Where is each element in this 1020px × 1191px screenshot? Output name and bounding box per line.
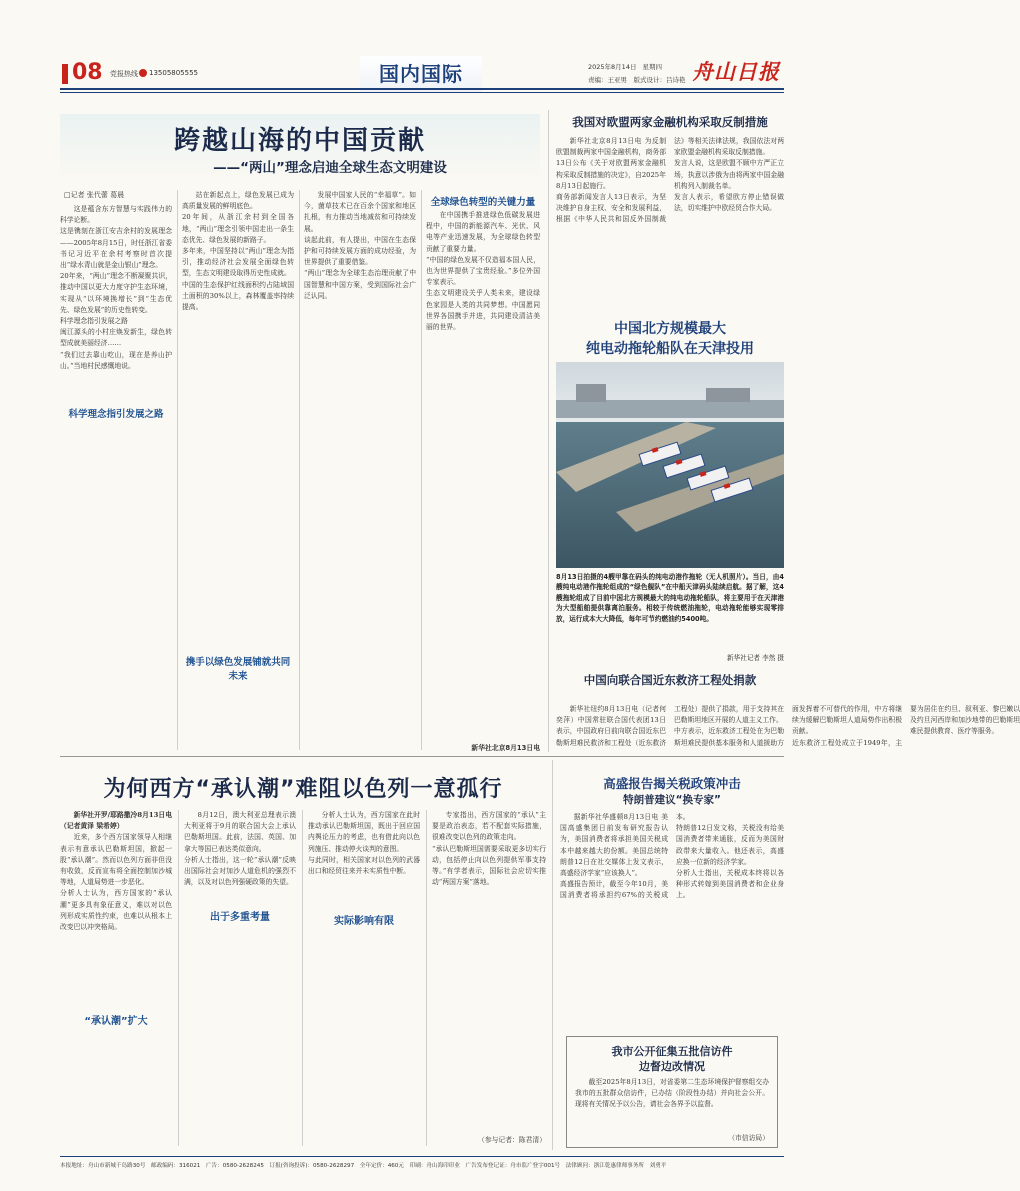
lead-col4-text: 在中国携手推进绿色低碳发展进程中，中国的新能源汽车、光伏、风电等产业迅速发展，为全球绿色转型贡献了重要力量。 “中国的绿色发展不仅造福本国人民，也为世界提供了宝贵经验。”多位外国专家表示。 生态文明建设关乎人类未来，建设绿色家园是人类的共同梦想。中国愿同世界各国携手并进，共同建设清洁美丽的世界。 xyxy=(426,211,540,332)
eu-sanction-body xyxy=(556,136,784,308)
west-col4-text: 专家指出，西方国家的“承认”主要是政治表态，若不配套实际措施，很难改变以色列的政策走向。 “承认巴勒斯坦国需要采取更多切实行动，包括停止向以色列提供军事支持等。”有学者表示，国际社会应切实推动“两国方案”落地。 xyxy=(432,811,546,887)
lead-subheading-1: 科学理念指引发展之路 xyxy=(60,406,172,420)
letters-title-1: 我市公开征集五批信访件 xyxy=(611,1045,733,1058)
section-title: 国内国际 xyxy=(379,62,463,86)
west-col-divider-2 xyxy=(302,810,303,1146)
letters-title-2: 边督边改情况 xyxy=(639,1060,705,1073)
west-col2-text: 8月12日，澳大利亚总理表示澳大利亚将于9月的联合国大会上承认巴勒斯坦国。此前，法国、英国、加拿大等国已表达类似意向。 分析人士指出，这一轮“承认潮”反映出国际社会对加沙人道危机的强烈不满，以及对以色列强硬政策的失望。 xyxy=(184,811,296,887)
eu-sanction-article xyxy=(556,114,784,308)
letters-sign: （市信访局） xyxy=(728,1134,769,1142)
west-col3-text: 分析人士认为，西方国家在此时推动承认巴勒斯坦国，既出于回应国内舆论压力的考虑，也有借此向以色列施压、推动停火谈判的意图。 与此同时，相关国家对以色列的武器出口和经贸往来并未实质性中断。 xyxy=(308,811,420,876)
lead-col-divider-2 xyxy=(299,190,300,750)
west-column-3 xyxy=(308,810,420,1146)
mid-page-divider xyxy=(60,756,784,757)
eu-sanction-title: 我国对欧盟两家金融机构采取反制措施 xyxy=(572,115,768,129)
lead-dateline: 新华社北京8月13日电 xyxy=(471,744,540,752)
west-tail: （参与记者：陈君清） xyxy=(478,1136,546,1144)
unrwa-body xyxy=(556,704,1020,752)
lead-column-1 xyxy=(60,204,172,752)
lead-byline: □记者 张代蕾 葛晨 xyxy=(64,191,125,199)
footer-rule xyxy=(60,1156,784,1157)
photo-story xyxy=(556,312,784,666)
west-column-2 xyxy=(184,810,296,1146)
west-subheading-2: 出于多重考量 xyxy=(184,908,296,923)
tugboat-photo xyxy=(556,362,784,568)
west-subheading-1: “承认潮”扩大 xyxy=(60,1012,172,1027)
photo-story-title-2: 纯电动拖轮船队在天津投用 xyxy=(586,341,754,357)
hotline-number: 13505805555 xyxy=(149,69,198,77)
goldman-article xyxy=(560,760,784,1030)
lead-col3-text: 发展中国家人民的“幸福草”。如今，菌草技术已在百余个国家和地区扎根，有力推动当地减贫和可持续发展。 谈起此前，有人提出，中国在生态保护和可持续发展方面的成功经验，为世界提供了重要借鉴。 “两山”理念为全球生态治理贡献了中国智慧和中国方案，受到国际社会广泛认同。 xyxy=(304,191,416,300)
lead-column-4-heading: 全球绿色转型的关键力量 xyxy=(430,197,536,208)
lead-col1-text: 这是蕴含东方智慧与实践伟力的科学论断。 这是镌刻在浙江安吉余村的发展理念——2005年8月15日，时任浙江省委书记习近平在余村考察时首次提出“绿水青山就是金山银山”理念。 20年来，“两山”理念不断凝聚共识，推动中国以更大力度守护生态环境，实现从“以环境换增长”到“生态优先、绿色发展”的历史性转变。 科学理念指引发展之路 闽江源头的小村庄焕发新生，绿色转型成就美丽经济…… “我们过去靠山吃山，现在是养山护山。”当地村民感慨地说。 xyxy=(60,205,172,370)
goldman-body xyxy=(560,812,784,1026)
masthead-logo xyxy=(692,56,784,86)
lead-subtitle: ——“两山”理念启迪全球生态文明建设 xyxy=(213,160,447,176)
letters-text: 截至2025年8月13日，对省委第二生态环境保护督察组交办我市的五批群众信访件，已办结（阶段性办结）并向社会公开。现将有关情况予以公告，请社会各界予以监督。 xyxy=(575,1078,769,1109)
west-col1-text: 近来，多个西方国家领导人相继表示有意承认巴勒斯坦国，掀起一股“承认潮”。然而以色列方面非但没有收敛，反而宣布将全面控制加沙城等地，人道局势进一步恶化。 分析人士认为，西方国家的“承认潮”更多具有象征意义，难以对以色列形成实质性约束，也难以从根本上改变巴以冲突格局。 xyxy=(60,833,172,932)
west-byline: 新华社开罗/耶路撒冷8月13日电（记者黄泽 梁希婷） xyxy=(60,811,172,831)
letters-notice xyxy=(566,1036,778,1148)
lead-article xyxy=(60,110,540,752)
masthead-text: 舟山日报 xyxy=(692,59,780,84)
lead-col2-text: 站在新起点上，绿色发展已成为高质量发展的鲜明底色。 20年间，从浙江余村到全国各地，“两山”理念引领中国走出一条生态优先、绿色发展的新路子。 多年来，中国坚持以“两山”理念为指引，推动经济社会发展全面绿色转型，生态文明建设取得历史性成就。 中国的生态保护红线面积约占陆域国土面积的30%以上，森林覆盖率持续提高。 xyxy=(182,191,294,312)
photo-caption: 8月13日拍摄的4艘甲靠在码头的纯电动港作拖轮（无人机照片）。当日，由4艘纯电动港作拖轮组成的“绿色舰队”在中船天津码头陆续启航。据了解，这4艘拖轮组成了目前中国北方规模最大的纯电动拖轮船队，将主要用于在天津港为大型船舶提供靠离泊服务。相较于传统燃油拖轮，电动拖轮能够实现零排放，运行成本大大降低，每年可节约燃油约5400吨。 xyxy=(556,573,784,623)
goldman-title: 高盛报告揭关税政策冲击 xyxy=(603,776,741,791)
west-col-divider-3 xyxy=(426,810,427,1146)
west-col-divider-1 xyxy=(178,810,179,1146)
lead-col-divider-3 xyxy=(421,190,422,750)
lead-column-4 xyxy=(426,210,540,740)
west-title: 为何西方“承认潮”难阻以色列一意孤行 xyxy=(103,777,503,802)
goldman-subtitle: 特朗普建议“换专家” xyxy=(623,794,721,806)
page-number: 08 xyxy=(72,60,103,85)
lead-subheading-2: 携手以绿色发展铺就共同未来 xyxy=(182,654,294,682)
phone-icon xyxy=(139,69,147,77)
west-subheading-3: 实际影响有限 xyxy=(308,912,420,927)
lower-right-divider xyxy=(552,760,553,1150)
unrwa-title: 中国向联合国近东救济工程处捐款 xyxy=(583,673,757,687)
goldman-text: 据新华社华盛顿8月13日电 美国高盛集团日前发布研究报告认为，美国消费者将承担美国关税成本中越来越大的份额。美国总统特朗普12日在社交媒体上发文表示，高盛经济学家“应该换人”。 高盛报告预计，截至今年10月，美国消费者将承担约67%的关税成本。 特朗普12日发文称，关税没有给美国消费者带来通胀，反而为美国财政带来大量收入。他还表示，高盛应换一位新的经济学家。 分析人士指出，关税成本终将以各种形式转嫁到美国消费者和企业身上。 xyxy=(560,813,784,900)
unrwa-text: 新华社纽约8月13日电（记者何奕萍）中国常驻联合国代表团13日表示，中国政府日前向联合国近东巴勒斯坦难民救济和工程处（近东救济工程处）提供了捐款，用于支持其在巴勒斯坦地区开展的人道主义工作。 中方表示，近东救济工程处在为巴勒斯坦难民提供基本服务和人道援助方面发挥着不可替代的作用，中方将继续为缓解巴勒斯坦人道局势作出积极贡献。 近东救济工程处成立于1949年，主要为居住在约旦、叙利亚、黎巴嫩以及约旦河西岸和加沙地带的巴勒斯坦难民提供教育、医疗等服务。 xyxy=(556,705,1020,747)
footer-info: 本报地址：舟山市新城千岛路30号 邮政编码：316021 广告：0580-2628245 订报(咨询投诉)：0580-2628297 全年定价：460元 印刷：舟山海印印业 广告发布登记证：舟市监广登字001号 法律顾问：浙江乾惠律师事务所 刘勇平 xyxy=(60,1163,667,1169)
west-column-1 xyxy=(60,810,172,1146)
header-rule-top xyxy=(60,88,784,90)
west-column-4 xyxy=(432,810,546,1130)
page-header xyxy=(0,0,842,110)
lead-column-3 xyxy=(304,190,416,752)
lead-title: 跨越山海的中国贡献 xyxy=(173,126,426,156)
right-column-divider xyxy=(548,110,549,752)
date-text: 2025年8月14日 xyxy=(588,63,637,71)
photo-story-title-1: 中国北方规模最大 xyxy=(614,321,726,337)
weekday-text: 星期四 xyxy=(642,63,663,71)
west-article xyxy=(60,760,546,1150)
header-red-bar xyxy=(62,64,68,84)
header-rule-bottom xyxy=(60,92,784,93)
editors-credit: 责编：王亚男 版式设计：吕诗艳 xyxy=(588,76,686,84)
harbor-scene-image xyxy=(556,362,784,568)
editor-label: 党报热线 xyxy=(110,70,138,78)
eu-sanction-text: 新华社北京8月13日电 为反制欧盟制裁两家中国金融机构，商务部13日公布《关于对欧盟两家金融机构采取反制措施的决定》，自2025年8月13日起施行。 商务部新闻发言人13日表示，为坚决维护自身主权、安全和发展利益，根据《中华人民共和国反外国制裁法》等相关法律法规，我国依法对两家欧盟金融机构采取反制措施。 发言人说，这是欧盟不顾中方严正立场，执意以涉俄为由将两家中国金融机构列入制裁名单。 发言人表示，希望欧方停止错误做法，切实维护中欧经贸合作大局。 xyxy=(556,137,784,224)
letters-body xyxy=(575,1077,769,1133)
issue-date xyxy=(588,62,662,71)
photo-credit: 新华社记者 李然 摄 xyxy=(727,654,784,662)
lead-col-divider-1 xyxy=(177,190,178,750)
